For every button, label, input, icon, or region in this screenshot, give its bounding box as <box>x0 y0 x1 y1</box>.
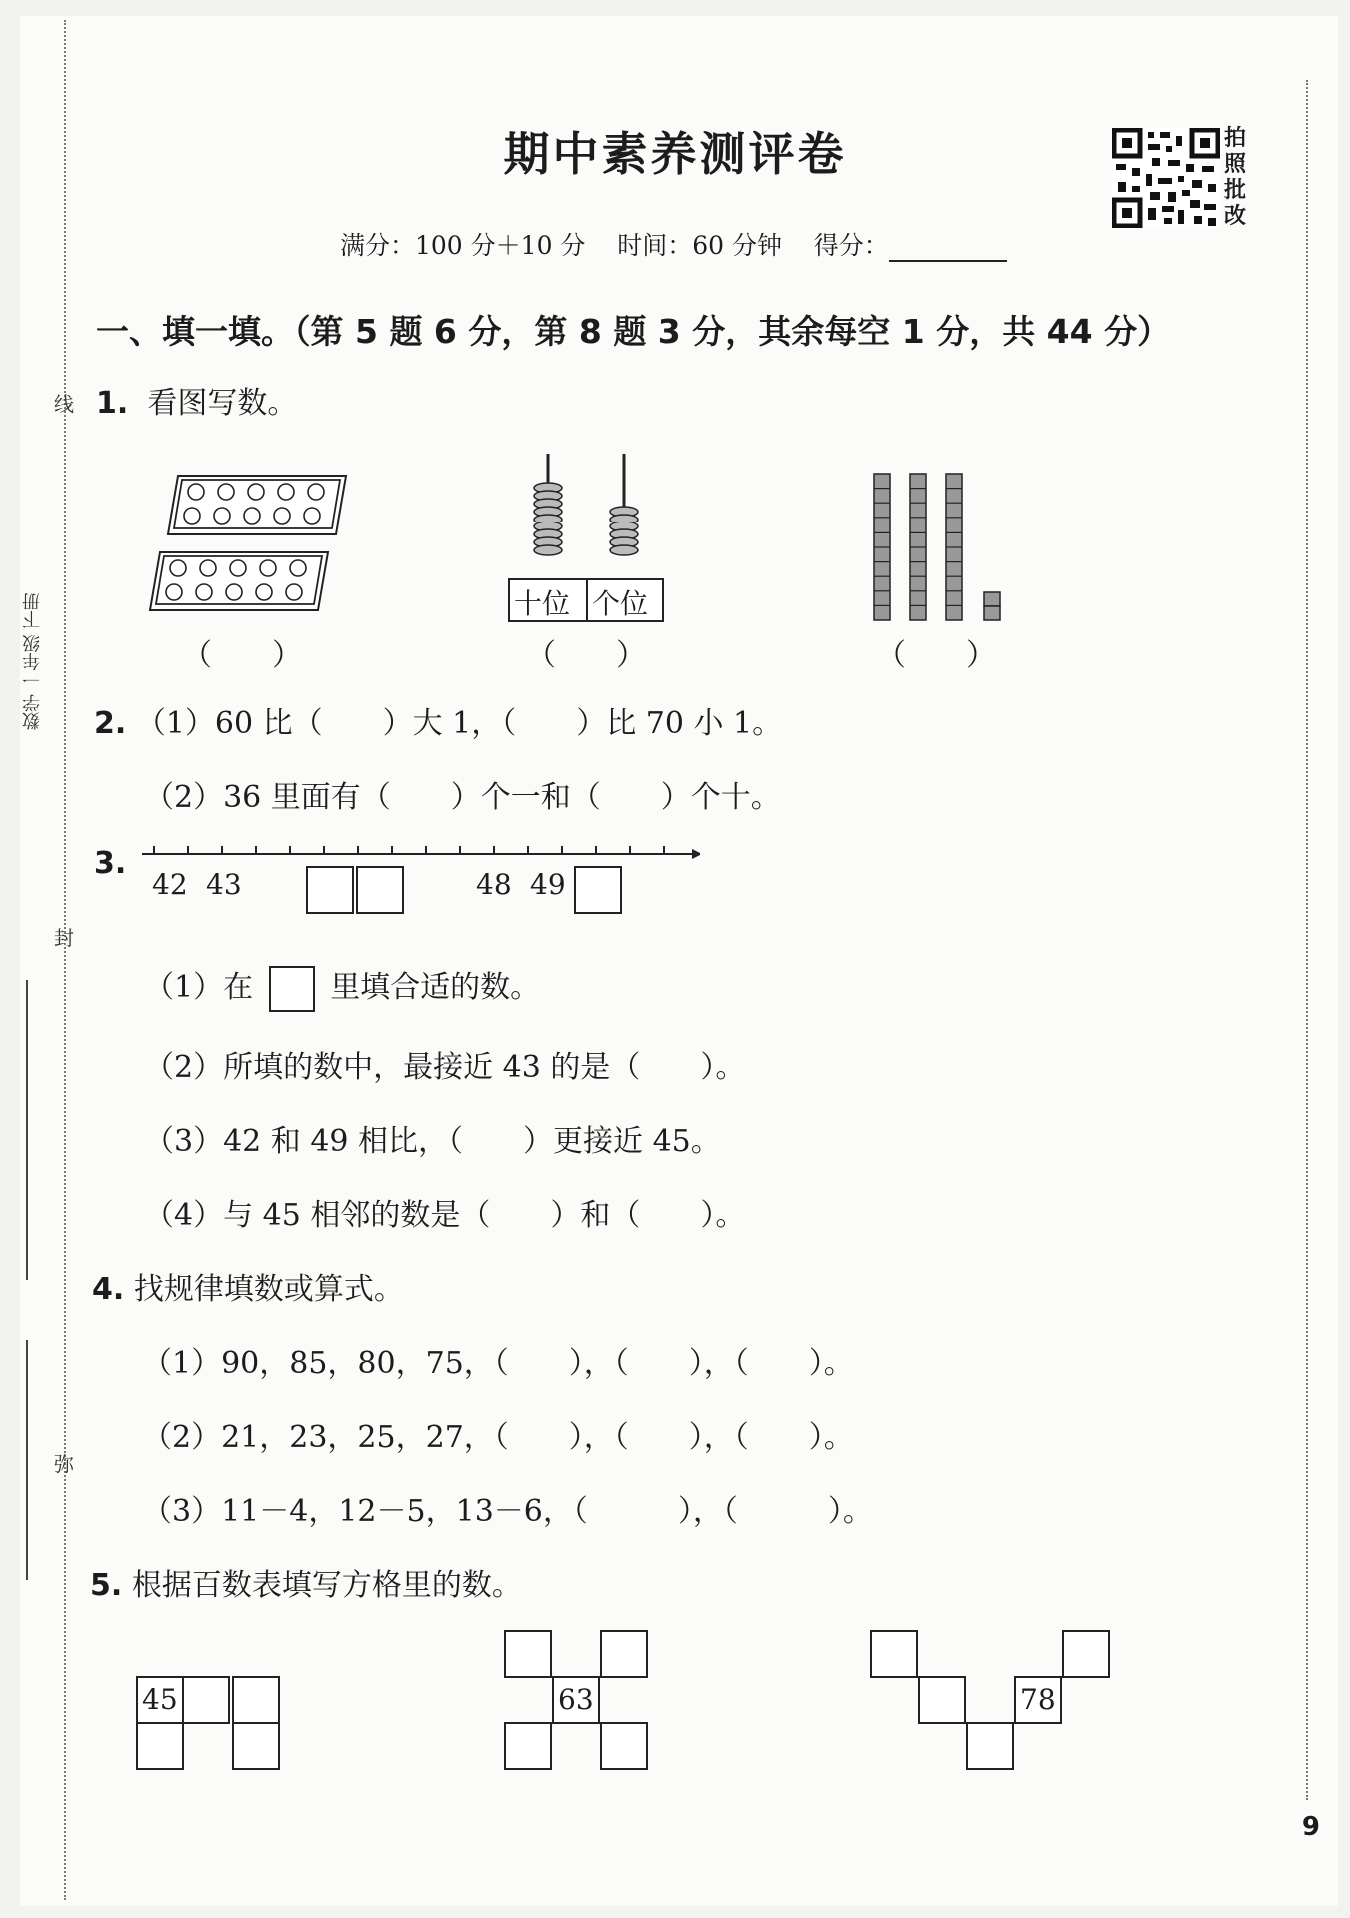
q3-part-1 <box>144 962 540 1012</box>
q3-part-4: （4）与 45 相邻的数是（ ）和（ ）。 <box>144 1198 746 1233</box>
q1-line <box>96 378 297 422</box>
q4-part-2: （2）21，23，25，27，（ ），（ ），（ ）。 <box>142 1420 854 1455</box>
margin-name-line <box>26 980 28 1280</box>
right-dotted-line <box>1306 80 1308 1800</box>
q4-number: 4. <box>92 1272 125 1307</box>
abacus-beads-lower <box>506 522 666 574</box>
q4-line <box>92 1264 404 1308</box>
q5-line <box>90 1560 522 1604</box>
full-score: 满分：100 分＋10 分 <box>340 231 586 260</box>
abacus-tens-label: 十位 <box>514 587 571 620</box>
section-1-heading: 一、填一填。（第 5 题 6 分，第 8 题 3 分，其余每空 1 分，共 44 分） <box>96 312 1171 351</box>
margin-mi: 弥 <box>54 1452 74 1476</box>
q3-part-1-b: 里填合适的数。 <box>330 970 541 1005</box>
grid-c-cell[interactable] <box>966 1722 1014 1770</box>
q3-inline-box <box>269 966 315 1012</box>
grid-b-cell[interactable] <box>504 1722 552 1770</box>
grid-c-cell-78: 78 <box>1014 1676 1062 1724</box>
q5-number: 5. <box>90 1568 123 1603</box>
time-limit: 时间：60 分钟 <box>617 231 782 260</box>
grid-a-cell[interactable] <box>232 1676 280 1724</box>
abacus-figure <box>506 452 666 522</box>
margin-class-line <box>26 1340 28 1580</box>
grid-b-cell[interactable] <box>600 1630 648 1678</box>
grid-b-cell[interactable] <box>504 1630 552 1678</box>
abacus-ones-label: 个位 <box>592 587 649 620</box>
q2-line-1 <box>94 698 782 742</box>
tick-48: 48 <box>476 868 512 901</box>
q4-part-3: （3）11－4，12－5，13－6，（ ），（ ）。 <box>142 1494 873 1529</box>
abacus-base-divider <box>586 580 588 620</box>
q5-text: 根据百数表填写方格里的数。 <box>131 1568 522 1603</box>
ten-frame-figure <box>140 470 350 626</box>
grid-a-cell-45: 45 <box>136 1676 184 1724</box>
number-line-box-2[interactable] <box>356 866 404 914</box>
grid-c-cell[interactable] <box>1062 1630 1110 1678</box>
q1-text: 看图写数。 <box>147 386 298 421</box>
tick-42: 42 <box>152 868 188 901</box>
page-number: 9 <box>1301 1812 1320 1842</box>
margin-feng: 封 <box>54 926 74 950</box>
q3-number: 3. <box>94 846 127 881</box>
tick-43: 43 <box>206 868 242 901</box>
q2-part-1: （1）60 比（ ）大 1，（ ）比 70 小 1。 <box>135 706 783 741</box>
grid-c-cell[interactable] <box>918 1676 966 1724</box>
grid-b-cell-63: 63 <box>552 1676 600 1724</box>
q3-part-1-a: （1）在 <box>144 970 254 1005</box>
margin-vertical-text: 数学 一年级 下册 <box>22 592 43 730</box>
score-label: 得分： <box>813 231 889 260</box>
q1-answer-b[interactable]: （ ） <box>526 638 646 673</box>
grid-a-cell[interactable] <box>136 1722 184 1770</box>
q2-part-2: （2）36 里面有（ ）个一和（ ）个十。 <box>144 780 781 815</box>
q2-number: 2. <box>94 706 127 741</box>
q3-part-3: （3）42 和 49 相比，（ ）更接近 45。 <box>144 1124 721 1159</box>
q4-text: 找规律填数或算式。 <box>133 1272 404 1307</box>
worksheet-page <box>20 16 1338 1906</box>
q4-part-1: （1）90，85，80，75，（ ），（ ），（ ）。 <box>142 1346 854 1381</box>
q1-answer-c[interactable]: （ ） <box>876 638 996 673</box>
qr-code-icon[interactable] <box>1112 128 1220 228</box>
score-info <box>340 226 1007 262</box>
number-line-box-3[interactable] <box>574 866 622 914</box>
score-blank[interactable] <box>889 238 1007 262</box>
abacus-base <box>508 578 664 622</box>
qr-label: 拍照批改 <box>1224 126 1247 229</box>
page-title: 期中素养测评卷 <box>503 127 847 181</box>
grid-c-cell[interactable] <box>870 1630 918 1678</box>
grid-a-cell[interactable] <box>182 1676 230 1724</box>
number-line-box-1[interactable] <box>306 866 354 914</box>
tick-49: 49 <box>530 868 566 901</box>
grid-a-cell[interactable] <box>232 1722 280 1770</box>
q1-answer-a[interactable]: （ ） <box>182 638 302 673</box>
grid-b-cell[interactable] <box>600 1722 648 1770</box>
q1-number: 1. <box>96 386 129 421</box>
q3-part-2: （2）所填的数中，最接近 43 的是（ ）。 <box>144 1050 746 1085</box>
margin-xian: 线 <box>54 392 74 416</box>
base-ten-rods-figure <box>868 470 1018 626</box>
binding-dotted-line <box>64 20 66 1900</box>
